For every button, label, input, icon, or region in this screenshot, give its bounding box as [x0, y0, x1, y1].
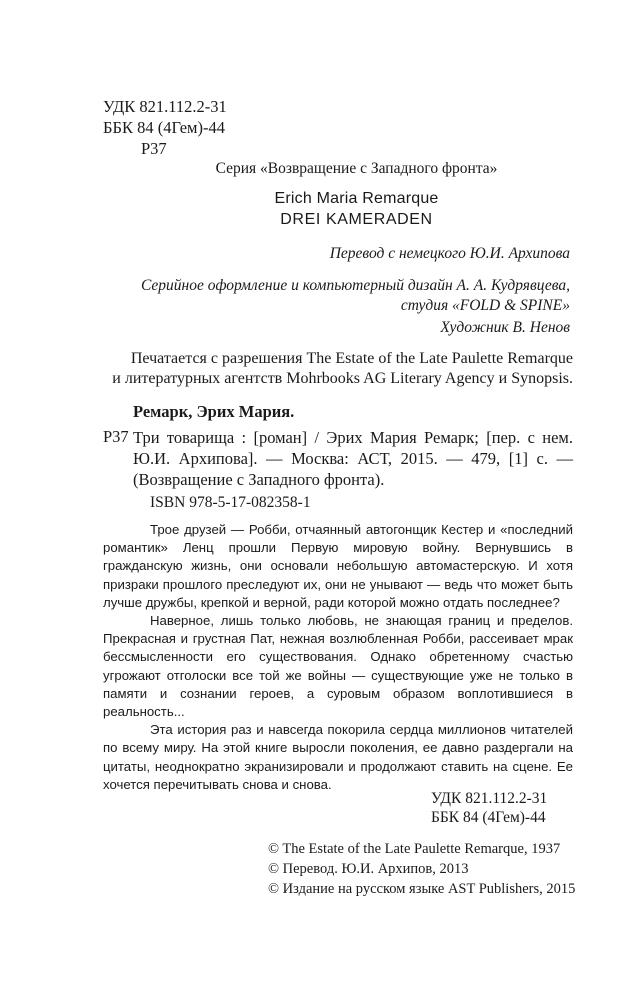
original-author: Erich Maria Remarque	[274, 190, 439, 207]
copyright-line: © Издание на русском языке AST Publishers, 2015	[268, 881, 576, 897]
annotation	[103, 521, 573, 794]
author-sign: Р37	[141, 139, 167, 158]
permission-line2: и литературных агентств Mohrbooks AG Literary Agency и Synopsis.	[112, 370, 573, 387]
classification-block-top	[103, 96, 227, 159]
designer-credit	[100, 276, 570, 316]
permission-notice	[103, 349, 573, 389]
copyright-line: © Перевод. Ю.И. Архипов, 2013	[268, 861, 469, 877]
annotation-paragraph: Эта история раз и навсегда покорила сердца миллионов читателей по всему миру. На этой книге выросли поколения, ее давно раздергали на цитаты, неоднократно экранизировали и продолжают ставить на сцене. Ее хочется перечитывать снова и снова.	[103, 722, 573, 792]
copyright-line: © The Estate of the Late Paulette Remarque, 1937	[268, 841, 561, 857]
annotation-paragraph: Трое друзей — Робби, отчаянный автогонщик Кестер и «последний романтик» Ленц прошли Первую мировую войну. Вернувшись в гражданскую жизнь, они основали небольшую автомастерскую. И хотя призраки прошлого преследуют их, они не унывают — ведь что может быть лучше дружбы, крепкой и верной, ради которой можно отдать последнее?	[103, 522, 573, 610]
udk-code: УДК 821.112.2-31	[431, 790, 548, 807]
copyright-notices	[268, 839, 575, 899]
permission-line1: Печатается с разрешения The Estate of the Late Paulette Remarque	[130, 350, 573, 367]
artist-credit: Художник В. Ненов	[440, 319, 570, 336]
bbk-code: ББК 84 (4Гем)-44	[103, 118, 225, 137]
designer-credit-line1: Серийное оформление и компьютерный дизайн А. А. Кудрявцева,	[140, 277, 570, 294]
original-title: DREI KAMERADEN	[280, 211, 433, 228]
catalog-code: Р37	[103, 427, 129, 446]
catalog-author: Ремарк, Эрих Мария.	[133, 402, 295, 421]
translator-credit: Перевод с немецкого Ю.И. Архипова	[329, 245, 570, 262]
isbn: ISBN 978-5-17-082358-1	[150, 494, 311, 511]
udk-code: УДК 821.112.2-31	[103, 97, 227, 116]
designer-credit-line2: студия «FOLD & SPINE»	[400, 297, 570, 314]
series-title: Серия «Возвращение с Западного фронта»	[215, 160, 498, 177]
bbk-code: ББК 84 (4Гем)-44	[431, 809, 546, 826]
annotation-paragraph: Наверное, лишь только любовь, не знающая границ и пределов. Прекрасная и грустная Пат, нежная возлюбленная Робби, рассеивает мрак бессмысленности его существования. Однако обретенному счастью угрожают отголоски все той же войны — существующие уже не только в памяти и сознании героев, а суровым образом воплотившиеся в реальность...	[103, 613, 573, 720]
classification-block-bottom	[431, 789, 547, 827]
catalog-description: Три товарища : [роман] / Эрих Мария Ремарк; [пер. с нем. Ю.И. Архипова]. — Москва: АСТ, 2015. — 479, [1] с. — (Возвращение с Западного фронта).	[133, 428, 573, 489]
